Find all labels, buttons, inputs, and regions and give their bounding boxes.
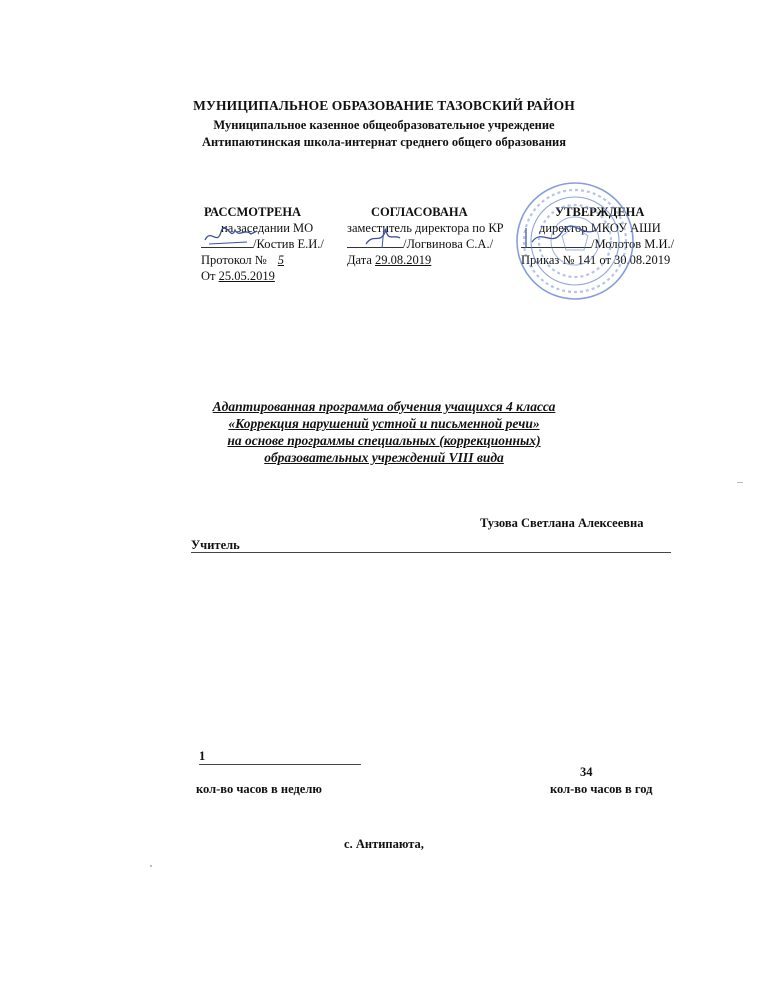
program-line2: «Коррекция нарушений устной и письменной речи» [228, 416, 540, 431]
teacher-underline [191, 552, 671, 553]
teacher-name: Тузова Светлана Алексеевна [480, 516, 644, 530]
approved-sign-name: /Молотов М.И./ [591, 237, 675, 251]
hours-per-week-value: 1 [199, 749, 206, 763]
signature-logvinova [360, 226, 410, 250]
official-stamp-seal [512, 178, 638, 304]
scan-speck [150, 865, 152, 867]
agreed-date-row [347, 252, 504, 268]
protocol-number: 5 [277, 253, 284, 267]
considered-line1: на заседании МО [221, 221, 314, 235]
hours-per-year-label: кол-во часов в год [550, 782, 653, 796]
scan-speck [737, 482, 743, 483]
agreed-date: 29.08.2019 [375, 253, 432, 267]
agreed-line1: заместитель директора по КР [347, 221, 504, 235]
approved-title: УТВЕРЖДЕНА [555, 205, 645, 219]
program-line3: на основе программы специальных (коррекционных) [227, 433, 541, 448]
approved-order: Приказ № 141 от 30.08.2019 [521, 253, 671, 267]
considered-date-label: От [201, 269, 216, 283]
hours-per-week-label: кол-во часов в неделю [196, 782, 322, 796]
teacher-label: Учитель [191, 538, 240, 552]
approved-line1: директор МКОУ АШИ [539, 221, 661, 235]
considered-title: РАССМОТРЕНА [204, 205, 302, 219]
school-name: Антипаютинская школа-интернат среднего общего образования [202, 135, 566, 149]
agreed-sign-name: /Логвинова С.А./ [403, 237, 494, 251]
agreed-title: СОГЛАСОВАНА [371, 205, 468, 219]
considered-date: 25.05.2019 [218, 269, 275, 283]
program-line1: Адаптированная программа обучения учащихся 4 класса [212, 399, 556, 414]
institution-type: Муниципальное казенное общеобразовательное учреждение [213, 118, 555, 132]
protocol-label: Протокол № [201, 253, 267, 267]
agreed-date-label: Дата [347, 253, 372, 267]
program-line4: образовательных учреждений VIII вида [264, 450, 504, 465]
signature-kostiv [201, 224, 261, 248]
hours-per-year-value: 34 [580, 765, 593, 779]
considered-protocol-row [201, 252, 324, 268]
program-title [0, 398, 768, 466]
municipality-title: МУНИЦИПАЛЬНОЕ ОБРАЗОВАНИЕ ТАЗОВСКИЙ РАЙОН [193, 98, 575, 113]
hours-per-week-underline [199, 764, 361, 765]
considered-date-row [201, 268, 324, 284]
place-name: с. Антипаюта, [344, 837, 424, 851]
considered-sign-name: /Костив Е.И./ [253, 237, 324, 251]
